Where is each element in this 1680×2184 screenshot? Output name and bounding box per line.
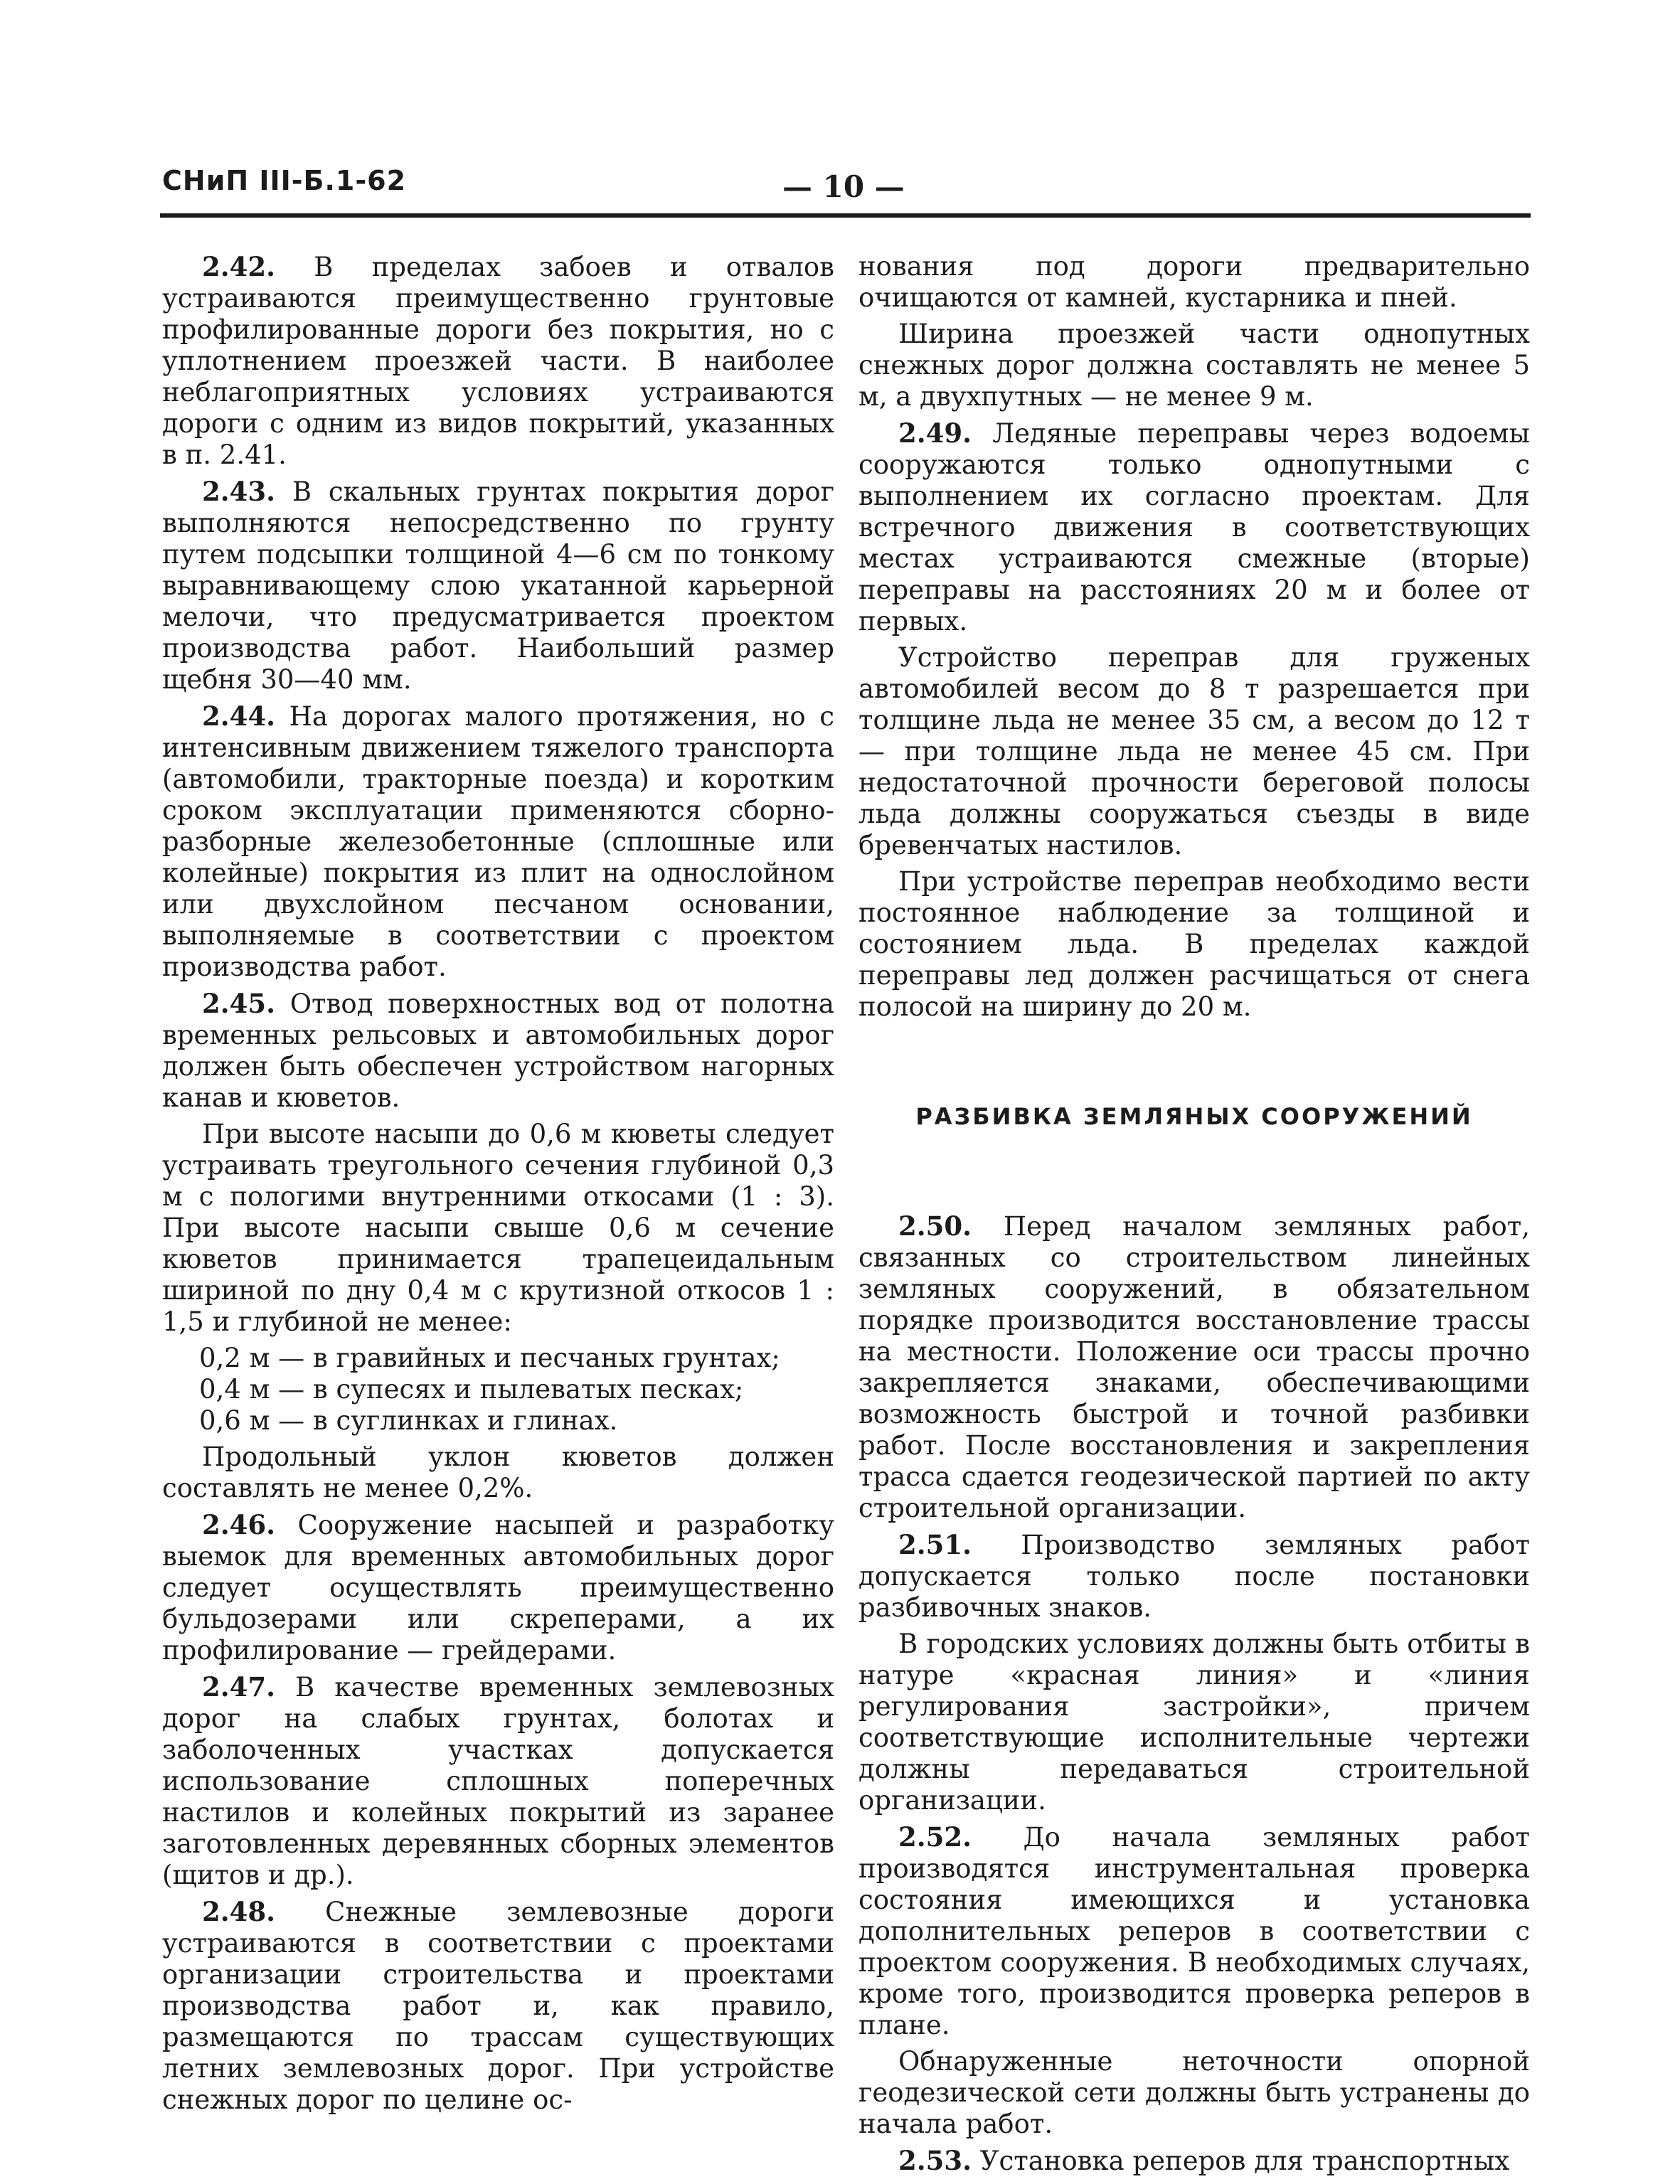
paragraph-number: 2.51. — [898, 1529, 972, 1560]
paragraph-number: 2.47. — [202, 1671, 275, 1703]
paragraph-text: Обнаруженные неточности опорной геодезической сети должны быть устранены до начала работ. — [858, 2046, 1530, 2139]
paragraph-2-44 — [162, 701, 834, 983]
paragraph-2-48-continued — [858, 251, 1530, 314]
paragraph-ice-monitoring — [858, 866, 1530, 1023]
paragraph-2-45 — [162, 988, 834, 1114]
paragraph-2-50 — [858, 1210, 1530, 1524]
paragraph-2-46 — [162, 1509, 834, 1666]
paragraph-text: На дорогах малого протяжения, но с интенсивным движением тяжелого транспорта (автомобили, тракторные поезда) и коротким сроком эксплуатации применяются сборно-разборные железобетонные (сплошные или колейные) покрытия из плит на однослойном или двухслойном песчаном основании, выполняемые в соответствии с проектом производства работ. — [162, 701, 834, 982]
paragraph-city-conditions — [858, 1629, 1530, 1816]
paragraph-number: 2.52. — [898, 1821, 972, 1853]
paragraph-text: В городских условиях должны быть отбиты в натуре «красная линия» и «линия регулирования застройки», причем соответствующие исполнительные чертежи должны передаваться строительной организации. — [858, 1629, 1530, 1816]
paragraph-number: 2.53. — [898, 2145, 972, 2176]
paragraph-ice-crossing-loads — [858, 642, 1530, 861]
list-item-gravel — [162, 1343, 834, 1374]
paragraph-number: 2.45. — [202, 988, 275, 1019]
paragraph-2-49 — [858, 417, 1530, 637]
list-item-text: 0,2 м — в гравийных и песчаных грунтах; — [199, 1343, 780, 1373]
paragraph-text: Отвод поверхностных вод от полотна временных рельсовых и автомобильных дорог должен быть обеспечен устройством нагорных канав и кюветов. — [162, 989, 834, 1113]
paragraph-text: Сооружение насыпей и разработку выемок для временных автомобильных дорог следует осуществлять преимущественно бульдозерами или скреперами, а их профилирование — грейдерами. — [162, 1510, 834, 1666]
paragraph-number: 2.43. — [202, 476, 275, 507]
paragraph-number: 2.49. — [898, 417, 972, 449]
paragraph-2-48 — [162, 1896, 834, 2116]
page-number: — 10 — — [782, 169, 905, 204]
paragraph-text: Устройство переправ для груженых автомобилей весом до 8 т разрешается при толщине льда не менее 35 см, а весом до 12 т — при толщине льда не менее 45 см. При недостаточной прочности береговой полосы льда должны сооружаться съезды в виде бревенчатых настилов. — [858, 642, 1530, 861]
paragraph-2-51 — [858, 1529, 1530, 1624]
left-column — [162, 251, 834, 2121]
paragraph-text: Снежные землевозные дороги устраиваются в соответствии с проектами организации строительства и проектами производства работ и, как правило, размещаются по трассам существующих летних землевозных дорог. При устройстве снежных дорог по целине ос- — [162, 1897, 834, 2115]
paragraph-ditch-sizes — [162, 1119, 834, 1338]
paragraph-2-53 — [858, 2145, 1530, 2177]
list-item-clay — [162, 1405, 834, 1437]
list-item-text: 0,4 м — в супесях и пылеватых песках; — [199, 1374, 744, 1405]
paragraph-snow-road-width — [858, 319, 1530, 412]
paragraph-text: При устройстве переправ необходимо вести постоянное наблюдение за толщиной и состоянием льда. В пределах каждой переправы лед должен расчищаться от снега полосой на ширину до 20 м. — [858, 866, 1530, 1022]
paragraph-text: Продольный уклон кюветов должен составлять не менее 0,2%. — [162, 1442, 834, 1503]
paragraph-2-43 — [162, 476, 834, 696]
paragraph-number: 2.50. — [898, 1210, 972, 1242]
paragraph-2-47 — [162, 1671, 834, 1891]
paragraph-number: 2.46. — [202, 1509, 275, 1540]
paragraph-text: Ледяные переправы через водоемы сооружаются только однопутными с выполнением их согласно проектам. Для встречного движения в соответствующих местах устраиваются смежные (вторые) переправы на расстояниях 20 м и более от первых. — [858, 418, 1530, 636]
right-column — [858, 251, 1530, 2182]
paragraph-text: В качестве временных землевозных дорог на слабых грунтах, болотах и заболоченных участках допускается использование сплошных поперечных настилов и колейных покрытий из заранее заготовленных деревянных сборных элементов (щитов и др.). — [162, 1672, 834, 1890]
paragraph-text: Производство земляных работ допускается только после постановки разбивочных знаков. — [858, 1530, 1530, 1623]
paragraph-number: 2.48. — [202, 1896, 275, 1927]
page-header-code: СНиП III-Б.1-62 — [162, 165, 407, 196]
paragraph-geodetic-errors — [858, 2046, 1530, 2140]
paragraph-2-52 — [858, 1821, 1530, 2041]
paragraph-text: Перед началом земляных работ, связанных со строительством линейных земляных сооружений, в обязательном порядке производится восстановление трассы на местности. Положение оси трассы прочно закрепляется знаками, обеспечивающими возможность быстрой и точной разбивки работ. После восстановления и закрепления трасса сдается геодезической партией по акту строительной организации. — [858, 1211, 1530, 1523]
paragraph-text: Ширина проезжей части однопутных снежных дорог должна составлять не менее 5 м, а двухпутных — не менее 9 м. — [858, 319, 1530, 412]
paragraph-ditch-slope — [162, 1442, 834, 1504]
paragraph-number: 2.42. — [202, 251, 275, 282]
paragraph-text: До начала земляных работ производятся инструментальная проверка состояния имеющихся и установка дополнительных реперов в соответствии с проектом сооружения. В необходимых случаях, кроме того, производится проверка реперов в плане. — [858, 1822, 1530, 2040]
list-item-sandy-loam — [162, 1374, 834, 1405]
paragraph-text: нования под дороги предварительно очищаются от камней, кустарника и пней. — [858, 251, 1530, 313]
paragraph-text: Установка реперов для транспортных — [972, 2146, 1510, 2176]
paragraph-number: 2.44. — [202, 701, 275, 732]
header-rule — [160, 213, 1531, 218]
paragraph-text: В скальных грунтах покрытия дорог выполняются непосредственно по грунту путем подсыпки толщиной 4—6 см по тонкому выравнивающему слою укатанной карьерной мелочи, что предусматривается проектом производства работ. Наибольший размер щебня 30—40 мм. — [162, 476, 834, 695]
section-heading: РАЗБИВКА ЗЕМЛЯНЫХ СООРУЖЕНИЙ — [915, 1103, 1473, 1130]
paragraph-text: В пределах забоев и отвалов устраиваются преимущественно грунтовые профилированные дороги без покрытия, но с уплотнением проезжей части. В наиболее неблагоприятных условиях устраиваются дороги с одним из видов покрытий, указанных в п. 2.41. — [162, 252, 834, 470]
paragraph-text: При высоте насыпи до 0,6 м кюветы следует устраивать треугольного сечения глубиной 0,3 м с пологими внутренними откосами (1 : 3). При высоте насыпи свыше 0,6 м сечение кюветов принимается трапецеидальным шириной по дну 0,4 м с крутизной откосов 1 : 1,5 и глубиной не менее: — [162, 1119, 834, 1337]
paragraph-2-42 — [162, 251, 834, 471]
list-item-text: 0,6 м — в суглинках и глинах. — [199, 1405, 618, 1436]
